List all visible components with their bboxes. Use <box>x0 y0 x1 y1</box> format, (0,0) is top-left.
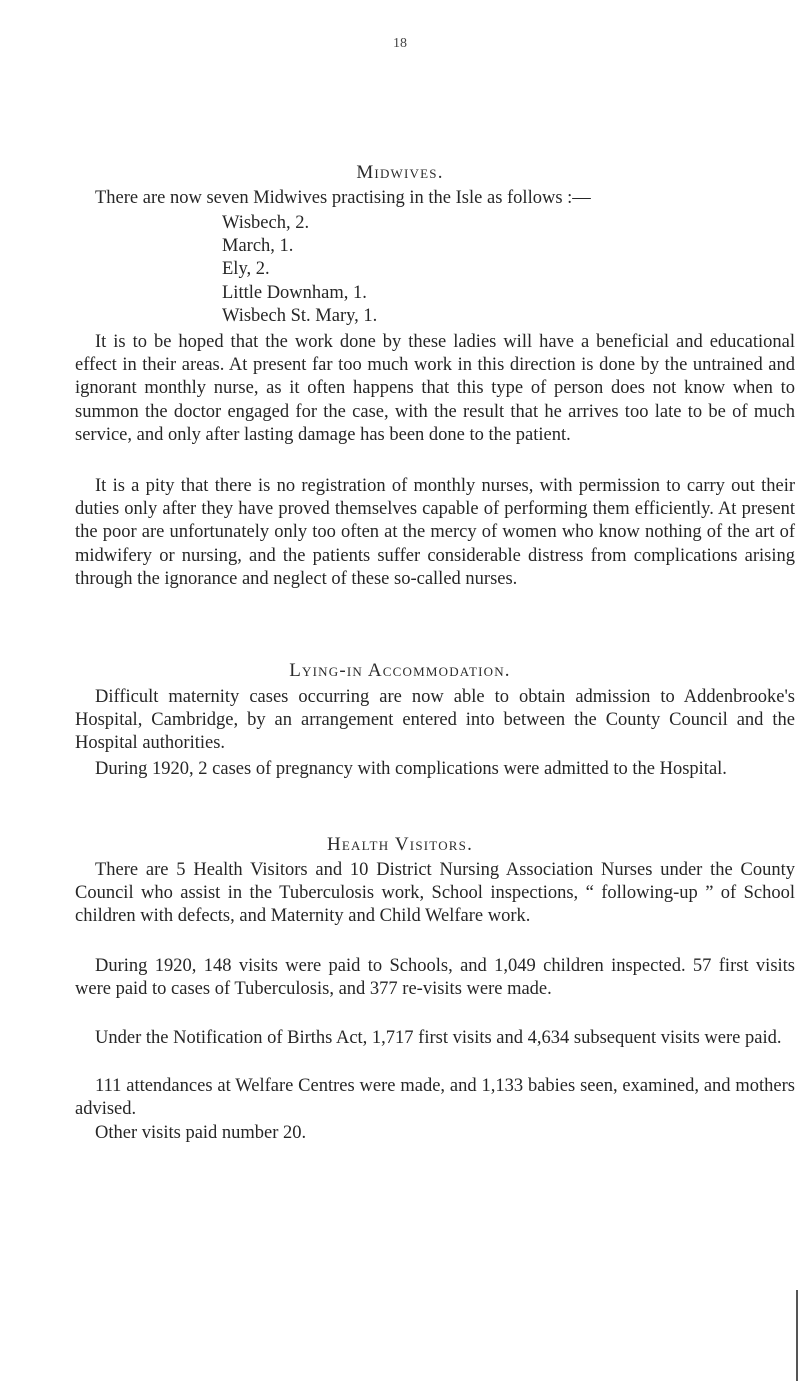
health-visitors-paragraph: During 1920, 148 visits were paid to Schools, and 1,049 children inspected. 57 first visits were paid to cases of Tuberculosis, and 377 re-visits were made. <box>75 956 795 1000</box>
health-visitors-paragraph: 111 attendances at Welfare Centres were made, and 1,133 babies seen, examined, and mothers advised. <box>75 1076 795 1120</box>
lying-in-paragraph: Difficult maternity cases occurring are now able to obtain admission to Addenbrooke's Hospital, Cambridge, by an arrangement entered into between the County Council and the Hospital authorities. <box>75 687 795 754</box>
midwives-intro: There are now seven Midwives practising in the Isle as follows :— <box>95 188 591 208</box>
list-item: Wisbech, 2. <box>222 213 310 233</box>
heading-health-visitors: Health Visitors. <box>326 834 474 855</box>
scan-edge-mark <box>796 1290 798 1381</box>
health-visitors-paragraph: There are 5 Health Visitors and 10 District Nursing Association Nurses under the County Council who assist in the Tuberculosis work, School inspections, “ following-up ” of School children with defects, and Maternity and Child Welfare work. <box>75 860 795 927</box>
midwives-paragraph: It is to be hoped that the work done by these ladies will have a beneficial and educational effect in their areas. At present far too much work in this direction is done by the untrained and ignorant monthly nurse, as it often happens that this type of person does not know when to summon the doctor engaged for the case, with the result that he arrives too late to be of much service, and only after lasting damage has been done to the patient. <box>75 332 795 445</box>
health-visitors-paragraph: Other visits paid number 20. <box>95 1123 307 1143</box>
list-item: Wisbech St. Mary, 1. <box>222 305 378 326</box>
heading-midwives: Midwives. <box>356 162 444 183</box>
list-item: March, 1. <box>222 236 294 257</box>
list-item: Little Downham, 1. <box>222 282 367 303</box>
list-item: Ely, 2. <box>222 259 270 280</box>
heading-lying-in: Lying-in Accommodation. <box>289 660 511 681</box>
page-number: 18 <box>393 36 407 51</box>
midwives-paragraph: It is a pity that there is no registration of monthly nurses, with permission to carry out their duties only after they have proved themselves capable of performing them efficiently. At present the poor are unfortunately only too often at the mercy of women who know nothing of the art of midwifery or nursing, and the patients suffer considerable distress from complications arising through the ignorance and neglect of these so-called nurses. <box>75 476 795 589</box>
lying-in-paragraph: During 1920, 2 cases of pregnancy with complications were admitted to the Hospital. <box>95 759 727 779</box>
midwives-list <box>222 212 377 328</box>
health-visitors-paragraph: Under the Notification of Births Act, 1,717 first visits and 4,634 subsequent visits were paid. <box>95 1028 782 1048</box>
